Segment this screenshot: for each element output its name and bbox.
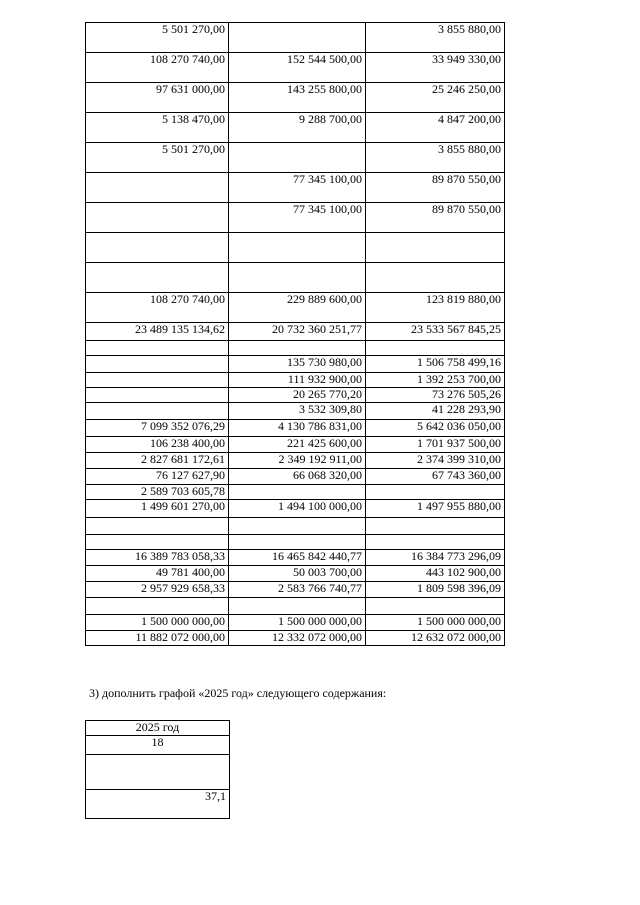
- table-cell: 1 497 955 880,00: [366, 500, 505, 518]
- table-cell: [366, 598, 505, 615]
- table-cell: 1 500 000 000,00: [86, 615, 229, 631]
- table-cell: [366, 263, 505, 293]
- table-row: [86, 500, 505, 518]
- table-row: [86, 453, 505, 469]
- table-row: [86, 582, 505, 598]
- table-cell: [229, 598, 366, 615]
- table-cell: [229, 143, 366, 173]
- table-cell: 73 276 505,26: [366, 388, 505, 403]
- year-2025-table: [85, 720, 230, 819]
- table-cell: 2 349 192 911,00: [229, 453, 366, 469]
- table-cell: [366, 233, 505, 263]
- table-row: [86, 790, 230, 819]
- table-cell: 9 288 700,00: [229, 113, 366, 143]
- table-cell: 12 632 072 000,00: [366, 631, 505, 646]
- table-cell: [229, 263, 366, 293]
- table-cell: [86, 173, 229, 203]
- table-cell: [229, 485, 366, 500]
- table-cell: [86, 388, 229, 403]
- table-cell: 108 270 740,00: [86, 53, 229, 83]
- table-cell: 2 827 681 172,61: [86, 453, 229, 469]
- year-value-cell: 37,1: [86, 790, 230, 819]
- table-cell: 443 102 900,00: [366, 566, 505, 582]
- table-cell: [86, 233, 229, 263]
- table-cell: 5 642 036 050,00: [366, 420, 505, 437]
- table-cell: 23 533 567 845,25: [366, 323, 505, 341]
- table-cell: 20 265 770,20: [229, 388, 366, 403]
- table-cell: [86, 535, 229, 550]
- table-cell: 20 732 360 251,77: [229, 323, 366, 341]
- table-cell: 77 345 100,00: [229, 203, 366, 233]
- table-cell: [86, 373, 229, 388]
- table-cell: 49 781 400,00: [86, 566, 229, 582]
- table-cell: 89 870 550,00: [366, 173, 505, 203]
- table-cell: 16 384 773 296,09: [366, 550, 505, 566]
- table-cell: 1 701 937 500,00: [366, 437, 505, 453]
- table-cell: 123 819 880,00: [366, 293, 505, 323]
- table-cell: 66 068 320,00: [229, 469, 366, 485]
- table-cell: 25 246 250,00: [366, 83, 505, 113]
- table-row: [86, 341, 505, 356]
- table-cell: 2 374 399 310,00: [366, 453, 505, 469]
- table-cell: 2 957 929 658,33: [86, 582, 229, 598]
- table-cell: 97 631 000,00: [86, 83, 229, 113]
- table-cell: 106 238 400,00: [86, 437, 229, 453]
- table-cell: 77 345 100,00: [229, 173, 366, 203]
- table-row: [86, 23, 505, 53]
- table-cell: 67 743 360,00: [366, 469, 505, 485]
- table-row: [86, 263, 505, 293]
- table-row: [86, 550, 505, 566]
- table-cell: 108 270 740,00: [86, 293, 229, 323]
- table-cell: 3 855 880,00: [366, 143, 505, 173]
- table-row: [86, 233, 505, 263]
- table-row: [86, 755, 230, 790]
- table-cell: 1 809 598 396,09: [366, 582, 505, 598]
- table-cell: 135 730 980,00: [229, 356, 366, 373]
- table-cell: 1 500 000 000,00: [366, 615, 505, 631]
- table-cell: 1 494 100 000,00: [229, 500, 366, 518]
- table-row: [86, 143, 505, 173]
- table-cell: 1 506 758 499,16: [366, 356, 505, 373]
- table-cell: [86, 518, 229, 535]
- table-cell: [86, 356, 229, 373]
- table-row: [86, 356, 505, 373]
- budget-table: [85, 22, 505, 646]
- table-row: [86, 485, 505, 500]
- table-cell: [229, 535, 366, 550]
- table-row: [86, 203, 505, 233]
- table-cell: 23 489 135 134,62: [86, 323, 229, 341]
- table-cell: 111 932 900,00: [229, 373, 366, 388]
- table-row: [86, 388, 505, 403]
- table-row: [86, 373, 505, 388]
- table-cell: 12 332 072 000,00: [229, 631, 366, 646]
- table-cell: 4 130 786 831,00: [229, 420, 366, 437]
- table-row: [86, 615, 505, 631]
- table-cell: 152 544 500,00: [229, 53, 366, 83]
- table-cell: 33 949 330,00: [366, 53, 505, 83]
- table-cell: 50 003 700,00: [229, 566, 366, 582]
- table-row: [86, 469, 505, 485]
- table-row: [86, 323, 505, 341]
- table-row: [86, 420, 505, 437]
- year-header: 2025 год: [86, 721, 230, 736]
- table-cell: 5 138 470,00: [86, 113, 229, 143]
- table-cell: 2 583 766 740,77: [229, 582, 366, 598]
- table-cell: 4 847 200,00: [366, 113, 505, 143]
- table-cell: 1 392 253 700,00: [366, 373, 505, 388]
- table-cell: [366, 341, 505, 356]
- table-cell: [366, 535, 505, 550]
- table-cell: 76 127 627,90: [86, 469, 229, 485]
- table-row: [86, 293, 505, 323]
- table-cell: 2 589 703 605,78: [86, 485, 229, 500]
- table-cell: 1 500 000 000,00: [229, 615, 366, 631]
- table-row: [86, 403, 505, 420]
- table-row: [86, 566, 505, 582]
- instruction-text: 3) дополнить графой «2025 год» следующего содержания:: [89, 686, 387, 700]
- table-row: [86, 173, 505, 203]
- table-cell: 16 389 783 058,33: [86, 550, 229, 566]
- year-value-cell: [86, 755, 230, 790]
- table-cell: 229 889 600,00: [229, 293, 366, 323]
- table-cell: [86, 403, 229, 420]
- table-cell: [229, 233, 366, 263]
- table-row: [86, 53, 505, 83]
- table-cell: 221 425 600,00: [229, 437, 366, 453]
- table-cell: 3 855 880,00: [366, 23, 505, 53]
- table-cell: [229, 518, 366, 535]
- table-cell: 143 255 800,00: [229, 83, 366, 113]
- year-value-cell: 18: [86, 736, 230, 755]
- table-cell: [229, 23, 366, 53]
- table-cell: 5 501 270,00: [86, 143, 229, 173]
- table-cell: [366, 485, 505, 500]
- table-cell: 7 099 352 076,29: [86, 420, 229, 437]
- table-cell: 3 532 309,80: [229, 403, 366, 420]
- table-cell: 89 870 550,00: [366, 203, 505, 233]
- table-cell: [229, 341, 366, 356]
- table-row: [86, 736, 230, 755]
- table-cell: 1 499 601 270,00: [86, 500, 229, 518]
- table-row: [86, 113, 505, 143]
- table-row: [86, 721, 230, 736]
- table-cell: 16 465 842 440,77: [229, 550, 366, 566]
- table-row: [86, 598, 505, 615]
- table-cell: [86, 203, 229, 233]
- table-cell: [86, 263, 229, 293]
- table-row: [86, 83, 505, 113]
- table-cell: [86, 598, 229, 615]
- table-cell: 41 228 293,90: [366, 403, 505, 420]
- table-cell: 5 501 270,00: [86, 23, 229, 53]
- table-row: [86, 518, 505, 535]
- table-row: [86, 631, 505, 646]
- table-cell: 11 882 072 000,00: [86, 631, 229, 646]
- table-cell: [366, 518, 505, 535]
- table-row: [86, 437, 505, 453]
- table-row: [86, 535, 505, 550]
- table-cell: [86, 341, 229, 356]
